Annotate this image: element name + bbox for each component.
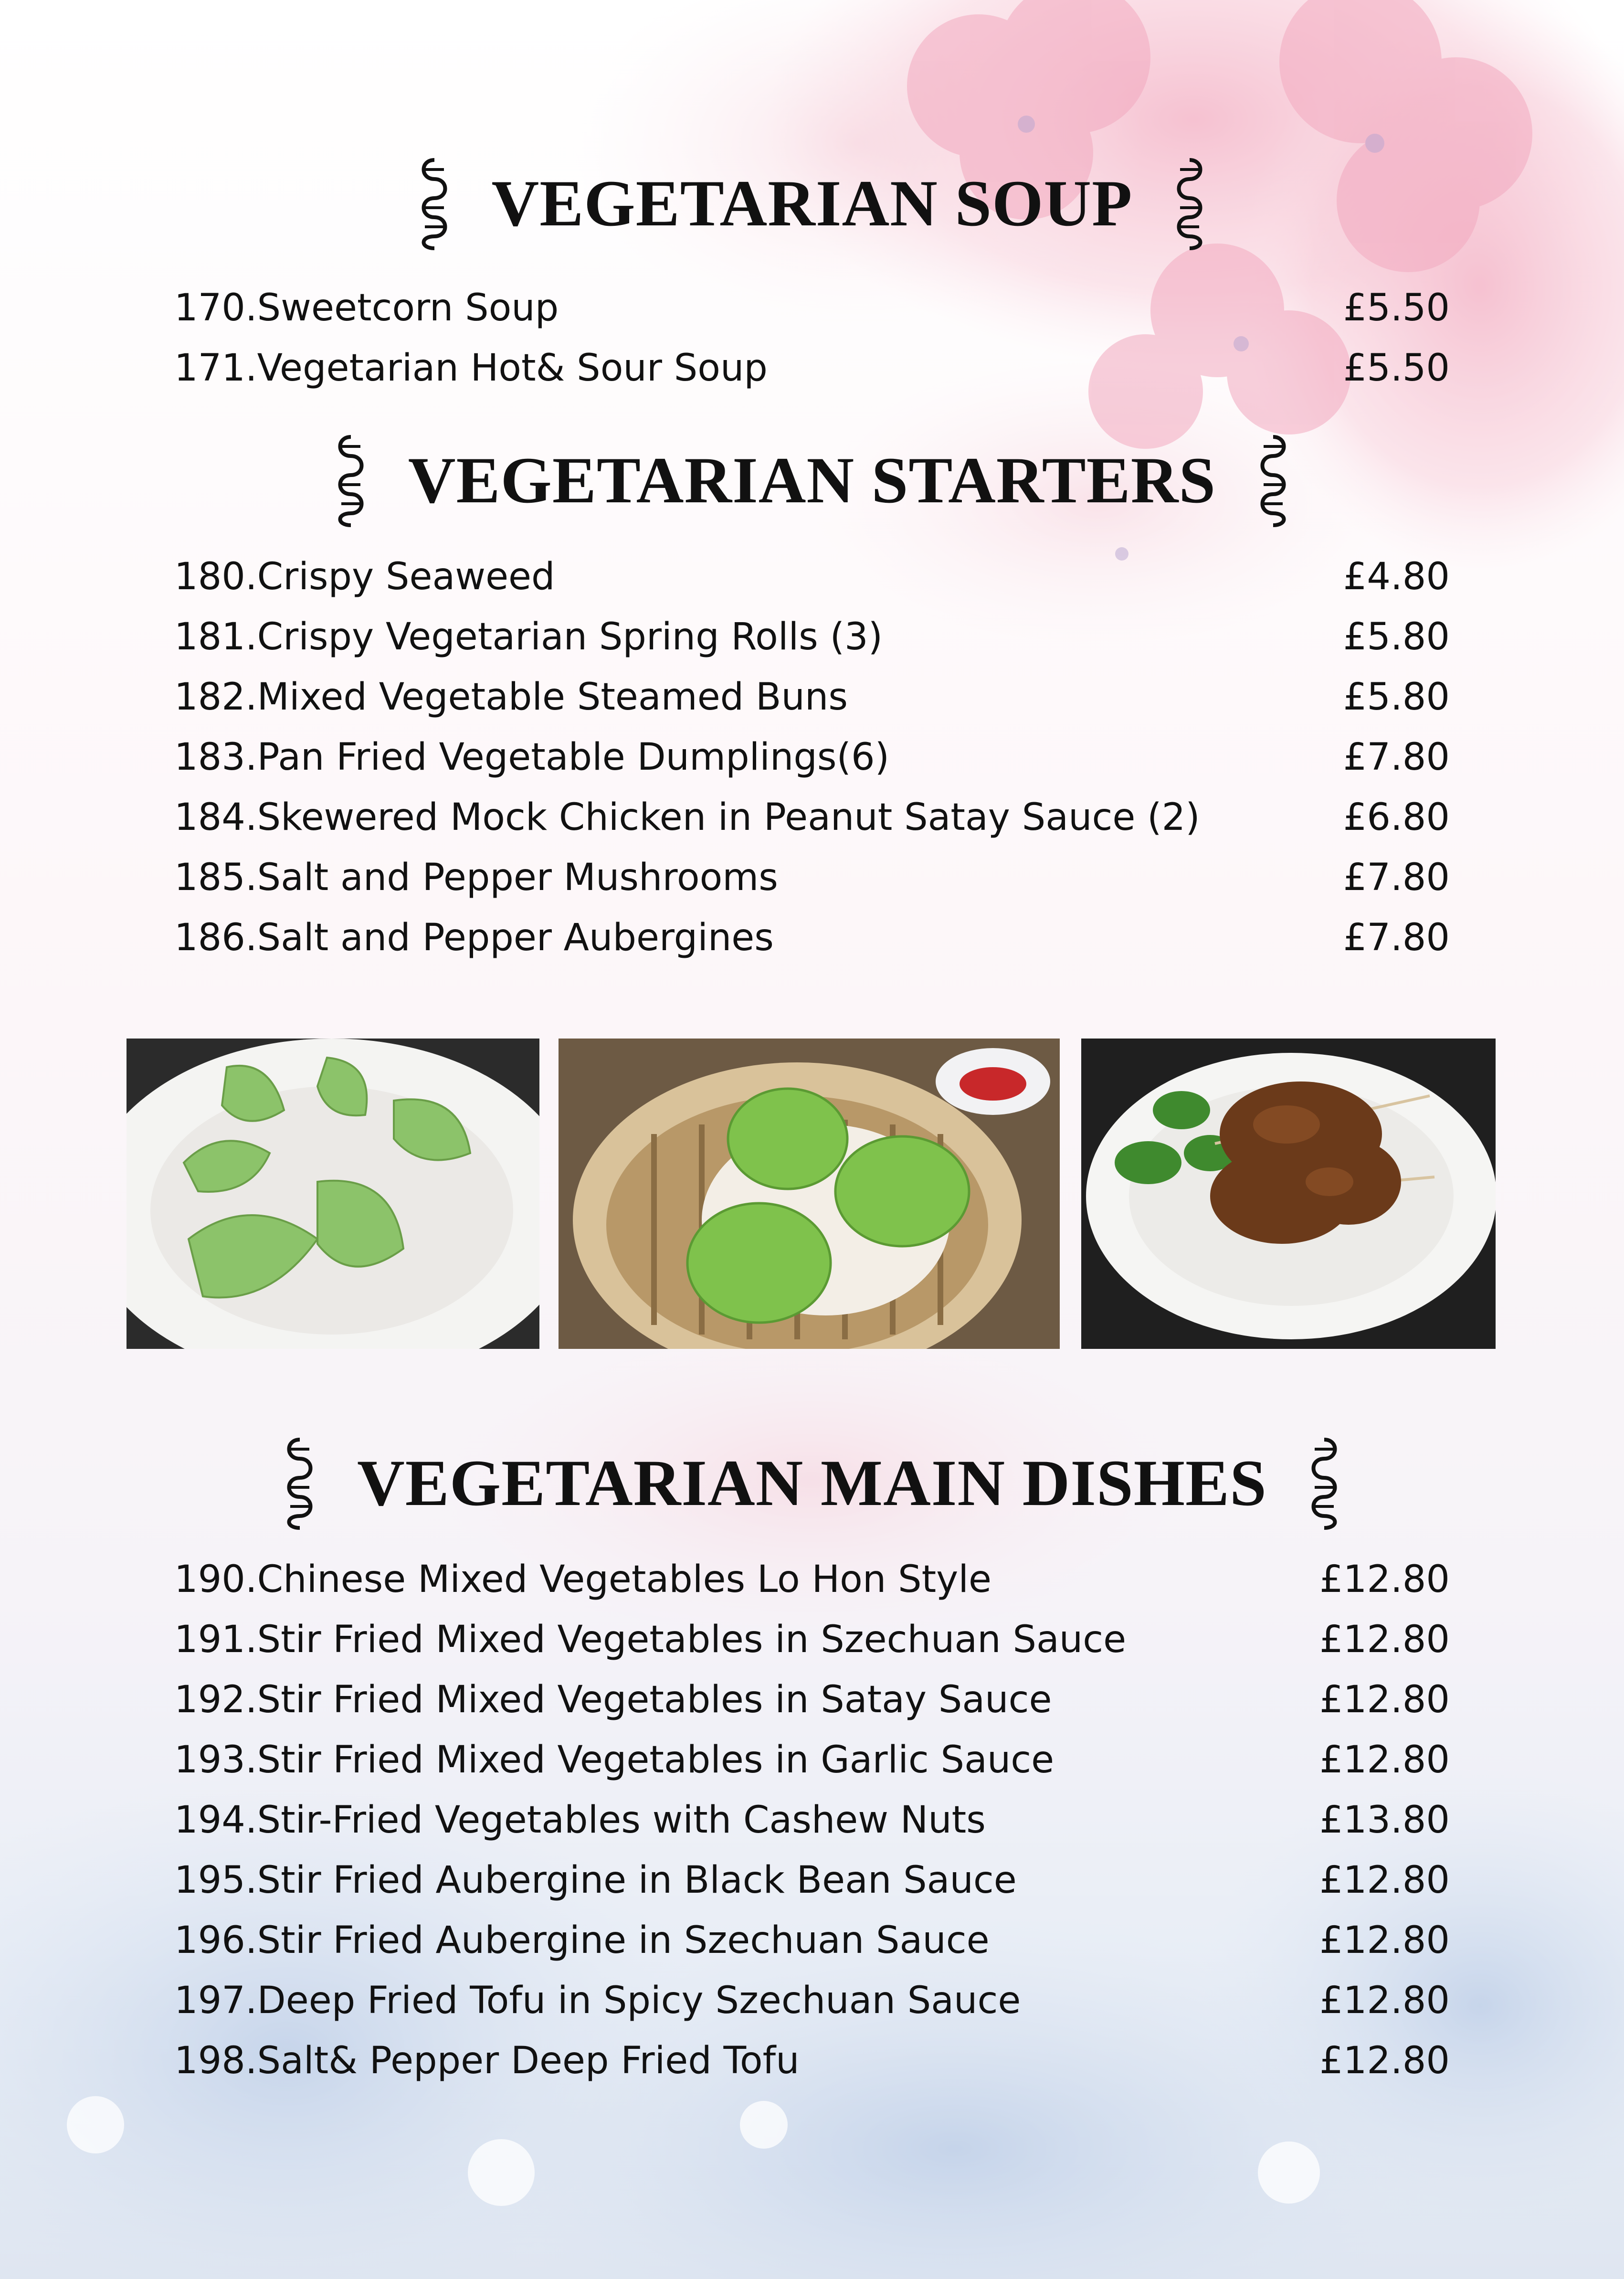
item-price: £12.80: [1319, 1919, 1450, 1962]
item-name: 195.Stir Fried Aubergine in Black Bean Sauce: [174, 1859, 1017, 1902]
item-name: 196.Stir Fried Aubergine in Szechuan Sauce: [174, 1919, 990, 1962]
item-price: £5.80: [1343, 615, 1450, 658]
item-name: 186.Salt and Pepper Aubergines: [174, 916, 774, 959]
item-price: £12.80: [1319, 2039, 1450, 2082]
menu-item: [174, 607, 1450, 667]
item-name: 182.Mixed Vegetable Steamed Buns: [174, 676, 848, 719]
menu-item: [174, 278, 1450, 338]
section-heading-row: [0, 425, 1624, 535]
item-name: 183.Pan Fried Vegetable Dumplings(6): [174, 736, 889, 779]
item-price: £4.80: [1343, 555, 1450, 598]
item-price: £12.80: [1319, 1738, 1450, 1781]
menu-item: [174, 1670, 1450, 1730]
item-name: 192.Stir Fried Mixed Vegetables in Satay Sauce: [174, 1678, 1052, 1721]
ornament-scroll-icon: [1171, 155, 1209, 251]
item-price: £7.80: [1343, 916, 1450, 959]
item-name: 185.Salt and Pepper Mushrooms: [174, 856, 778, 899]
menu-item: [174, 1549, 1450, 1610]
item-price: £5.50: [1343, 347, 1450, 390]
item-name: 171.Vegetarian Hot& Sour Soup: [174, 347, 768, 390]
section-heading-row: [0, 1428, 1624, 1537]
menu-item: [174, 727, 1450, 787]
item-price: £7.80: [1343, 736, 1450, 779]
ornament-scroll-icon: [332, 432, 370, 528]
section-title: VEGETARIAN STARTERS: [408, 443, 1216, 517]
ornament-scroll-icon: [1305, 1435, 1343, 1530]
menu-item: [174, 1790, 1450, 1850]
menu-item: [174, 1610, 1450, 1670]
menu-item: [174, 1730, 1450, 1790]
menu-item: [174, 2031, 1450, 2091]
menu-item: [174, 1910, 1450, 1971]
item-price: £12.80: [1319, 1618, 1450, 1661]
satay-skewers-photo: [1081, 1039, 1496, 1349]
item-price: £12.80: [1319, 1859, 1450, 1902]
section-title: VEGETARIAN MAIN DISHES: [357, 1446, 1267, 1519]
ornament-scroll-icon: [1254, 432, 1292, 528]
item-name: 193.Stir Fried Mixed Vegetables in Garlic Sauce: [174, 1738, 1055, 1781]
ornament-scroll-icon: [281, 1435, 319, 1530]
item-price: £13.80: [1319, 1799, 1450, 1842]
ornament-scroll-icon: [415, 155, 453, 251]
dumplings-photo: [127, 1039, 539, 1349]
item-price: £6.80: [1343, 796, 1450, 839]
item-price: £12.80: [1319, 1678, 1450, 1721]
menu-item: [174, 908, 1450, 968]
section-heading-row: [0, 148, 1624, 258]
section-title: VEGETARIAN SOUP: [491, 166, 1133, 240]
item-name: 184.Skewered Mock Chicken in Peanut Satay Sauce (2): [174, 796, 1200, 839]
item-name: 170.Sweetcorn Soup: [174, 286, 559, 329]
item-price: £12.80: [1319, 1979, 1450, 2022]
item-price: £7.80: [1343, 856, 1450, 899]
item-name: 191.Stir Fried Mixed Vegetables in Szechuan Sauce: [174, 1618, 1127, 1661]
item-price: £12.80: [1319, 1558, 1450, 1601]
item-name: 198.Salt& Pepper Deep Fried Tofu: [174, 2039, 800, 2082]
menu-item: [174, 547, 1450, 607]
menu-item: [174, 787, 1450, 848]
menu-item: [174, 1850, 1450, 1910]
menu-item: [174, 848, 1450, 908]
menu-item: [174, 338, 1450, 398]
item-name: 180.Crispy Seaweed: [174, 555, 555, 598]
item-name: 194.Stir-Fried Vegetables with Cashew Nuts: [174, 1799, 986, 1842]
menu-item: [174, 1971, 1450, 2031]
menu-item: [174, 667, 1450, 727]
item-price: £5.80: [1343, 676, 1450, 719]
item-name: 181.Crispy Vegetarian Spring Rolls (3): [174, 615, 883, 658]
item-name: 197.Deep Fried Tofu in Spicy Szechuan Sauce: [174, 1979, 1021, 2022]
item-name: 190.Chinese Mixed Vegetables Lo Hon Style: [174, 1558, 992, 1601]
item-price: £5.50: [1343, 286, 1450, 329]
steamed-buns-photo: [559, 1039, 1060, 1349]
